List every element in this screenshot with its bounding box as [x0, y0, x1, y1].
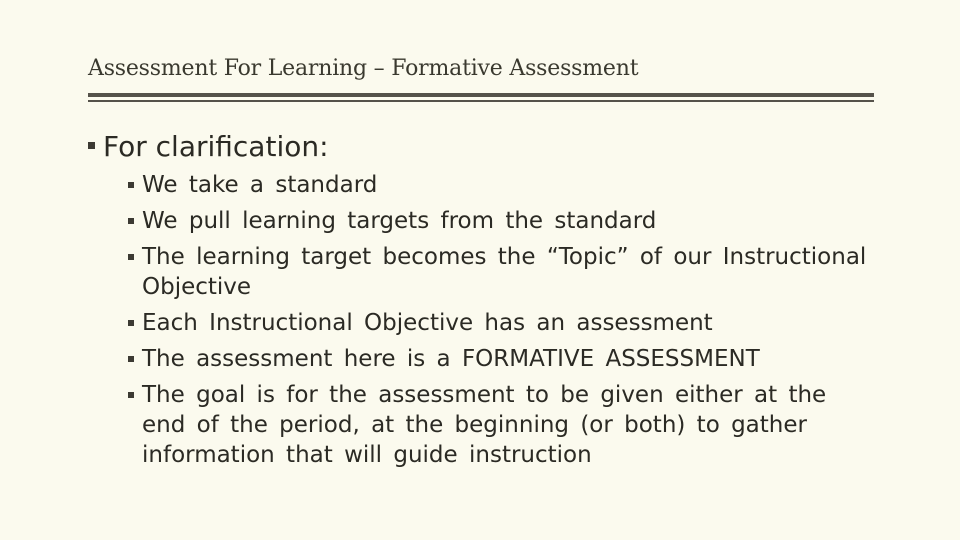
list-item [128, 308, 868, 338]
square-bullet-icon [128, 320, 134, 326]
list-item [128, 206, 868, 236]
heading-bullet-item [88, 128, 329, 166]
list-item-text: Each Instructional Objective has an assessment [142, 310, 713, 336]
heading-text: For clarification: [103, 130, 329, 163]
sub-bullet-list [128, 170, 868, 476]
slide-title: Assessment For Learning – Formative Assessment [88, 56, 639, 81]
list-item-text: We take a standard [142, 172, 378, 198]
square-bullet-icon [88, 142, 95, 149]
list-item-text: We pull learning targets from the standard [142, 208, 657, 234]
list-item [128, 170, 868, 200]
list-item [128, 344, 868, 374]
square-bullet-icon [128, 218, 134, 224]
list-item-text: The assessment here is a FORMATIVE ASSESSMENT [142, 346, 760, 372]
title-rule-thick [88, 93, 874, 97]
square-bullet-icon [128, 182, 134, 188]
square-bullet-icon [128, 254, 134, 260]
square-bullet-icon [128, 392, 134, 398]
list-item-text: The learning target becomes the “Topic” of our Instructional Objective [142, 244, 867, 300]
title-rule-thin [88, 100, 874, 102]
list-item-text: The goal is for the assessment to be given either at the end of the period, at the beginning (or both) to gather information that will guide instruction [142, 382, 827, 468]
list-item [128, 242, 868, 302]
list-item [128, 380, 868, 470]
square-bullet-icon [128, 356, 134, 362]
